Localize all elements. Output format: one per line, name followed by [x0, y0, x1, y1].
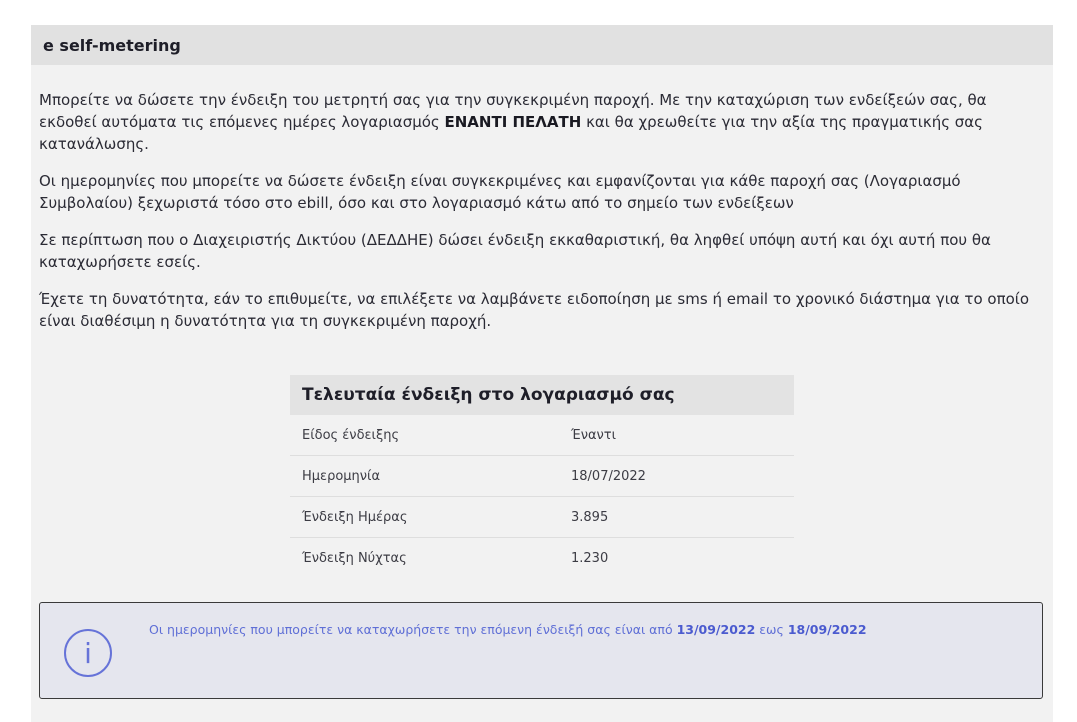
dates-paragraph: Οι ημερομηνίες που μπορείτε να δώσετε ένδειξη είναι συγκεκριμένες και εμφανίζονται για κάθε παροχή σας (Λογαριασμό Συμβολαίου) ξεχωριστά τόσο στο ebill, όσο και στο λογαριασμό κάτω από το σημείο των ενδείξεων — [39, 172, 961, 212]
panel-content — [31, 65, 1053, 332]
day-reading-label: Ένδειξη Ημέρας — [302, 509, 408, 525]
table-row — [290, 497, 794, 538]
table-row — [290, 538, 794, 578]
reading-type-label: Είδος ένδειξης — [302, 427, 400, 443]
last-reading-table — [290, 375, 794, 578]
info-date-from: 13/09/2022 — [676, 622, 756, 637]
info-text-between: εως — [755, 622, 788, 637]
intro-text-start: Μπορείτε να δώσετε την ένδειξη του μετρητή σας για την συγκεκριμένη παροχή. Με την καταχώριση των ενδείξεών σας, θα εκδοθεί αυτόματα τις επόμενες ημέρες λογαριασμός — [39, 91, 987, 131]
self-metering-panel — [31, 25, 1053, 722]
reading-date-label: Ημερομηνία — [302, 468, 381, 484]
info-date-to: 18/09/2022 — [787, 622, 867, 637]
notification-paragraph: Έχετε τη δυνατότητα, εάν το επιθυμείτε, να επιλέξετε να λαμβάνετε ειδοποίηση με sms ή email το χρονικό διάστημα για το οποίο είναι διαθέσιμη η δυνατότητα για τη συγκεκριμένη παροχή. — [39, 290, 1030, 330]
info-icon: i — [64, 629, 112, 677]
operator-paragraph: Σε περίπτωση που ο Διαχειριστής Δικτύου (ΔΕΔΔΗΕ) δώσει ένδειξη εκκαθαριστική, θα ληφθεί υπόψη αυτή και όχι αυτή που θα καταχωρήσετε εσείς. — [39, 231, 991, 271]
intro-paragraph — [39, 89, 1045, 155]
last-reading-title: Τελευταία ένδειξη στο λογαριασμό σας — [290, 375, 794, 415]
reading-date-value: 18/07/2022 — [571, 468, 646, 484]
night-reading-label: Ένδειξη Νύχτας — [302, 550, 407, 566]
table-row — [290, 415, 794, 456]
reading-type-value: Έναντι — [571, 427, 617, 443]
info-text-start: Οι ημερομηνίες που μπορείτε να καταχωρήσετε την επόμενη ένδειξή σας είναι από — [149, 622, 677, 637]
night-reading-value: 1.230 — [571, 550, 609, 566]
panel-title: e self-metering — [31, 25, 1053, 65]
day-reading-value: 3.895 — [571, 509, 609, 525]
intro-bold-text: ΕΝΑΝΤΙ ΠΕΛΑΤΗ — [444, 113, 582, 131]
info-message — [149, 622, 867, 637]
table-row — [290, 456, 794, 497]
intro-text-end: και θα χρεωθείτε για την αξία της πραγματικής σας κατανάλωσης. — [39, 113, 983, 153]
info-box — [39, 602, 1043, 699]
